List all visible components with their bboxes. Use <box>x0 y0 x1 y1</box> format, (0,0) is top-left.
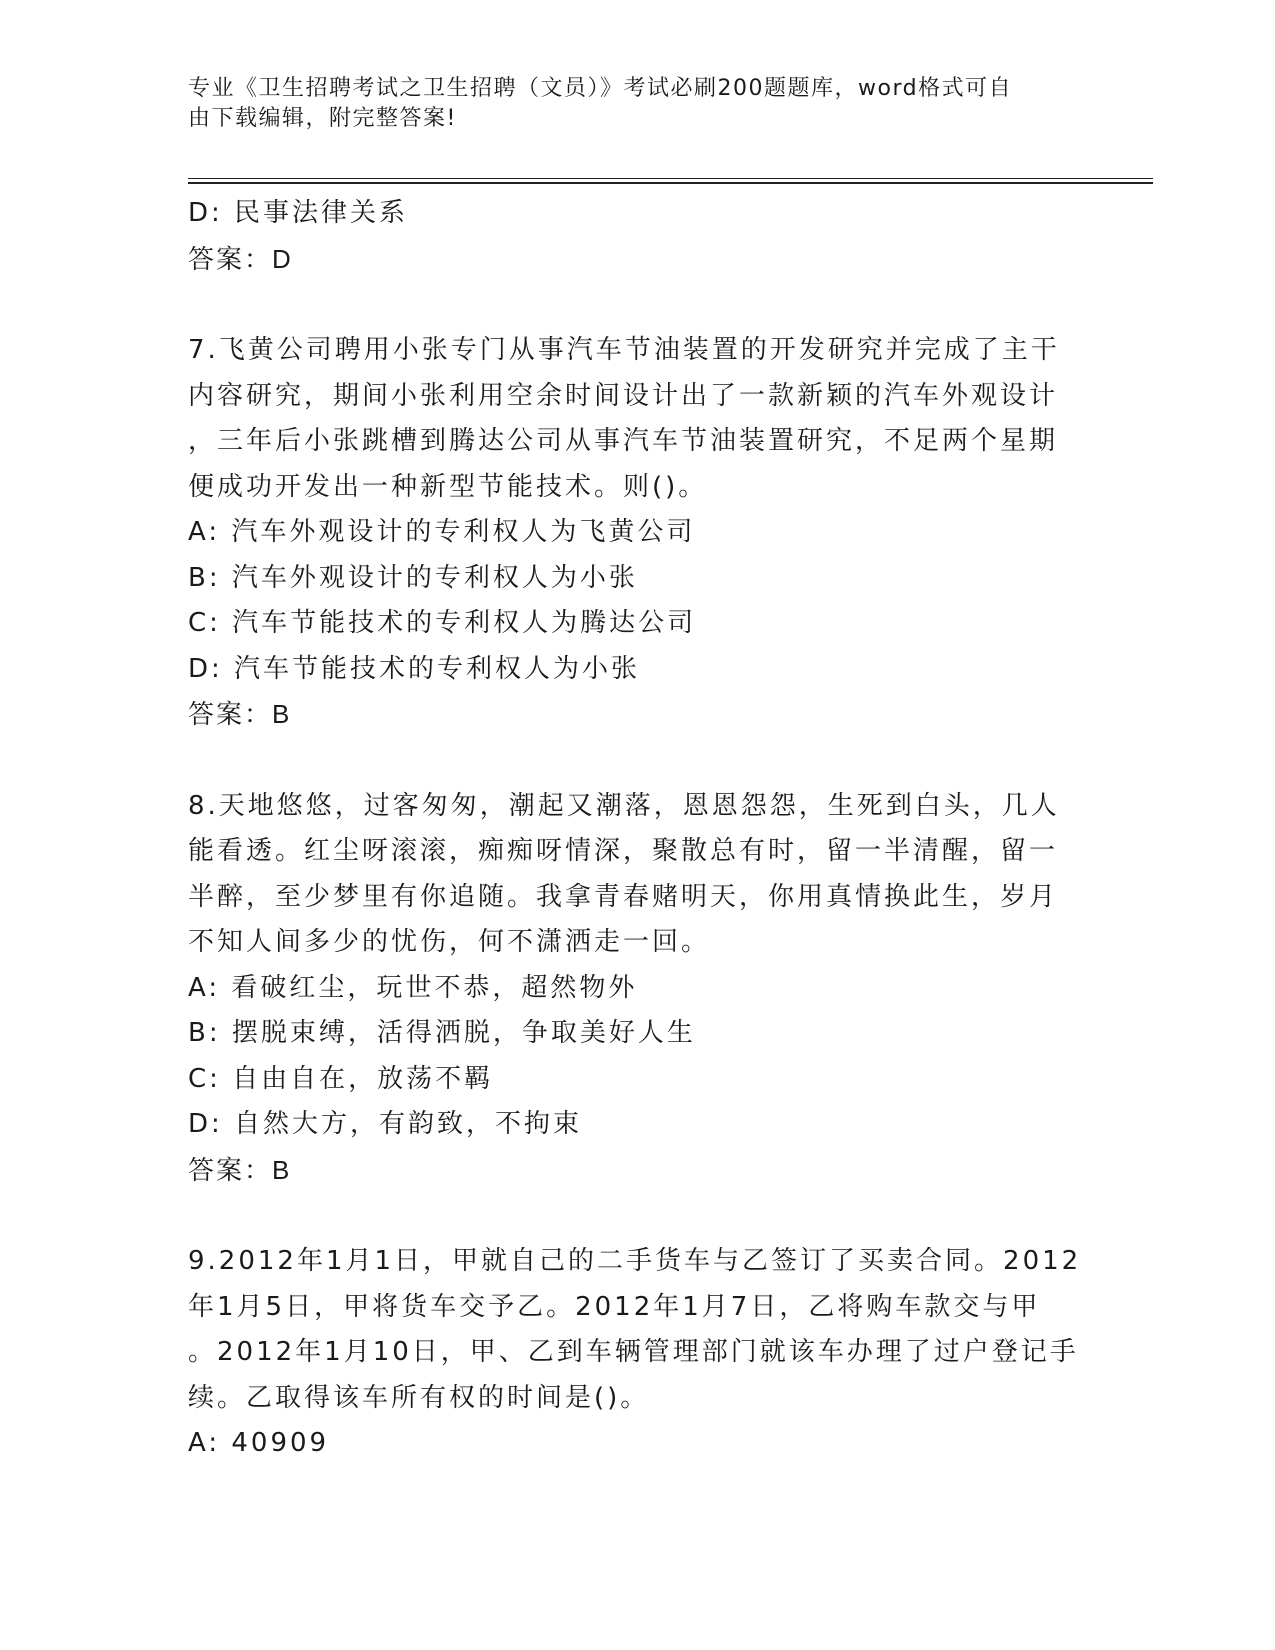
q8-stem-line: 能看透。红尘呀滚滚，痴痴呀情深，聚散总有时，留一半清醒，留一 <box>188 836 1059 866</box>
q8-option-c: C: 自由自在，放荡不羁 <box>188 1063 494 1094</box>
q7-option-a: A: 汽车外观设计的专利权人为飞黄公司 <box>188 517 696 547</box>
question-7 <box>188 328 1088 738</box>
q9-stem-line: 9.2012年1月1日，甲就自己的二手货车与乙签订了买卖合同。2012 <box>188 1246 1082 1276</box>
question-8 <box>188 784 1088 1194</box>
header-rule-thick <box>188 182 1153 184</box>
spacer <box>188 282 1088 328</box>
q8-option-b: B: 摆脱束缚，活得洒脱，争取美好人生 <box>188 1018 696 1048</box>
question-content <box>188 191 1088 1467</box>
q8-answer: 答案：B <box>188 1154 292 1185</box>
q8-stem-line: 不知人间多少的忧伤，何不潇洒走一回。 <box>188 927 711 957</box>
header-line-1: 专业《卫生招聘考试之卫生招聘（文员）》考试必刷200题题库，word格式可自 <box>188 76 1013 101</box>
q8-stem-line: 半醉，至少梦里有你追随。我拿青春赌明天，你用真情换此生，岁月 <box>188 881 1059 912</box>
q7-stem-line: 便成功开发出一种新型节能技术。则()。 <box>188 471 708 502</box>
prev-option-d: D: 民事法律关系 <box>188 198 409 228</box>
q7-stem-line: 内容研究，期间小张利用空余时间设计出了一款新颖的汽车外观设计 <box>188 380 1059 411</box>
header-rule-thin <box>188 178 1153 179</box>
q8-stem-line: 8.天地悠悠，过客匆匆，潮起又潮落，恩恩怨怨，生死到白头，几人 <box>188 790 1060 821</box>
q9-stem-line: 续。乙取得该车所有权的时间是()。 <box>188 1382 650 1413</box>
q7-answer: 答案：B <box>188 699 292 729</box>
question-9 <box>188 1239 1088 1467</box>
q9-option-a: A: 40909 <box>188 1428 330 1458</box>
spacer <box>188 738 1088 784</box>
q9-stem-line: 年1月5日，甲将货车交予乙。2012年1月7日，乙将购车款交与甲 <box>188 1291 1041 1322</box>
spacer <box>188 1193 1088 1239</box>
q7-stem-line: 7.飞黄公司聘用小张专门从事汽车节油装置的开发研究并完成了主干 <box>188 335 1060 365</box>
q7-option-b: B: 汽车外观设计的专利权人为小张 <box>188 562 638 593</box>
q7-option-c: C: 汽车节能技术的专利权人为腾达公司 <box>188 608 697 638</box>
q7-stem-line: ，三年后小张跳槽到腾达公司从事汽车节油装置研究，不足两个星期 <box>188 426 1059 456</box>
q8-option-d: D: 自然大方，有韵致，不拘束 <box>188 1109 583 1139</box>
page-header <box>188 74 1068 134</box>
prev-answer: 答案：D <box>188 243 293 274</box>
q8-option-a: A: 看破红尘，玩世不恭，超然物外 <box>188 972 638 1003</box>
q7-option-d: D: 汽车节能技术的专利权人为小张 <box>188 653 641 684</box>
q9-stem-line: 。2012年1月10日，甲、乙到车辆管理部门就该车办理了过户登记手 <box>188 1337 1079 1367</box>
header-line-2: 由下载编辑，附完整答案! <box>188 106 457 131</box>
